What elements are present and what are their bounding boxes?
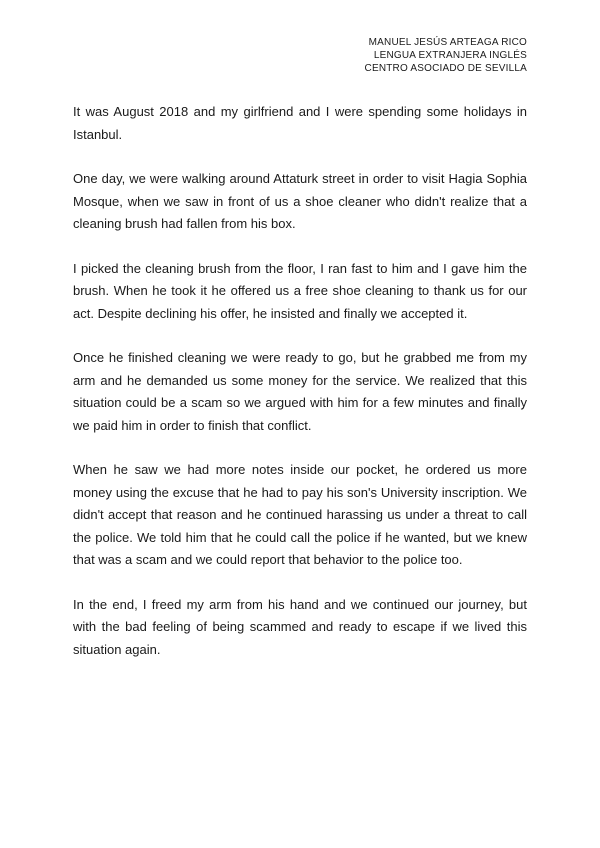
paragraph: I picked the cleaning brush from the floor, I ran fast to him and I gave him the brush. When he took it he offered us a free shoe cleaning to thank us for our act. Despite declining his offer, he insisted and finally we accepted it. — [73, 260, 527, 321]
course-name: LENGUA EXTRANJERA INGLÉS — [373, 50, 527, 61]
paragraph: In the end, I freed my arm from his hand and we continued our journey, but with the bad feeling of being scammed and ready to escape if we lived this situation again. — [73, 596, 527, 657]
document-header — [365, 36, 527, 75]
paragraph: One day, we were walking around Attaturk street in order to visit Hagia Sophia Mosque, when we saw in front of us a shoe cleaner who didn't realize that a cleaning brush had fallen from his box. — [73, 171, 527, 231]
paragraph: It was August 2018 and my girlfriend and I were spending some holidays in Istanbul. — [73, 104, 527, 142]
author-name: MANUEL JESÚS ARTEAGA RICO — [368, 37, 527, 48]
center-name: CENTRO ASOCIADO DE SEVILLA — [364, 63, 527, 74]
paragraph: When he saw we had more notes inside our pocket, he ordered us more money using the excuse that he had to pay his son's University inscription. We didn't accept that reason and he continued harassing us under a threat to call the police. We told him that he could call the police if he wanted, but we knew that was a scam and we could report that behavior to the police too. — [73, 462, 527, 567]
paragraph: Once he finished cleaning we were ready to go, but he grabbed me from my arm and he demanded us some money for the service. We realized that this situation could be a scam so we argued with him for a few minutes and finally we paid him in order to finish that conflict. — [73, 350, 527, 433]
document-body — [73, 101, 527, 683]
